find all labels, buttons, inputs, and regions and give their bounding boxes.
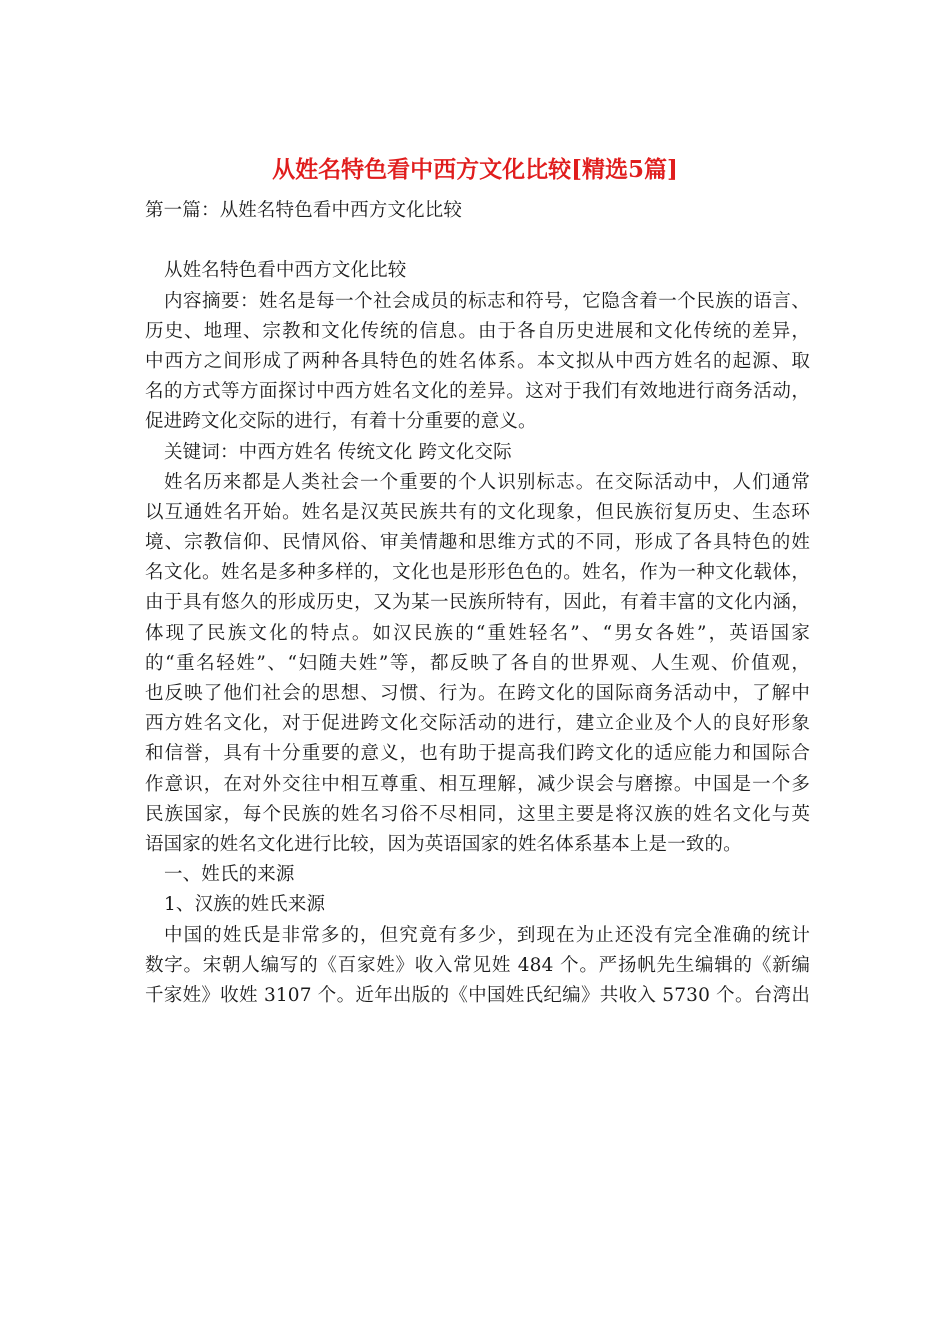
blank-line — [145, 226, 810, 256]
document-body — [145, 196, 810, 1011]
document-title: 从姓名特色看中西方文化比较[精选5篇] — [272, 156, 678, 183]
paragraph-line: 和信誉，具有十分重要的意义，也有助于提高我们跨文化的适应能力和国际合 — [145, 743, 810, 765]
paragraph-line: 数字。宋朝人编写的《百家姓》收入常见姓 484 个。严扬帆先生编辑的《新编 — [145, 954, 810, 976]
heading-level-2: 1、汉族的姓氏来源 — [164, 894, 326, 916]
article-title: 从姓名特色看中西方文化比较 — [164, 260, 407, 282]
paragraph-line: 作意识，在对外交往中相互尊重、相互理解，减少误会与磨擦。中国是一个多 — [145, 773, 810, 795]
paragraph-line: 以互通姓名开始。姓名是汉英民族共有的文化现象，但民族衍复历史、生态环 — [145, 501, 810, 523]
paragraph-line: 体现了民族文化的特点。如汉民族的“重姓轻名”、“男女各姓”，英语国家 — [145, 622, 810, 644]
abstract-line: 促进跨文化交际的进行，有着十分重要的意义。 — [145, 411, 537, 433]
paragraph-line: 由于具有悠久的形成历史，又为某一民族所特有，因此，有着丰富的文化内涵， — [145, 592, 810, 614]
keywords-line: 关键词：中西方姓名 传统文化 跨文化交际 — [164, 441, 512, 463]
abstract-line: 名的方式等方面探讨中西方姓名文化的差异。这对于我们有效地进行商务活动， — [145, 381, 810, 403]
paragraph-line: 境、宗教信仰、民情风俗、审美情趣和思维方式的不同，形成了各具特色的姓 — [145, 532, 810, 554]
paragraph-line: 西方姓名文化，对于促进跨文化交际活动的进行，建立企业及个人的良好形象 — [145, 713, 810, 735]
paragraph-line: 民族国家，每个民族的姓名习俗不尽相同，这里主要是将汉族的姓名文化与英 — [145, 803, 810, 825]
paragraph-line: 也反映了他们社会的思想、习惯、行为。在跨文化的国际商务活动中，了解中 — [145, 683, 810, 704]
paragraph-line: 语国家的姓名文化进行比较，因为英语国家的姓名体系基本上是一致的。 — [145, 833, 742, 855]
paragraph-line: 的“重名轻姓”、“妇随夫姓”等，都反映了各自的世界观、人生观、价值观， — [145, 652, 810, 674]
abstract-line: 历史、地理、宗教和文化传统的信息。由于各自历史进展和文化传统的差异， — [145, 320, 810, 342]
section-heading: 第一篇：从姓名特色看中西方文化比较 — [145, 200, 463, 221]
abstract-line: 内容摘要：姓名是每一个社会成员的标志和符号，它隐含着一个民族的语言、 — [164, 290, 810, 312]
paragraph-line: 中国的姓氏是非常多的，但究竟有多少，到现在为止还没有完全准确的统计 — [164, 924, 810, 946]
paragraph-line: 名文化。姓名是多种多样的，文化也是形形色色的。姓名，作为一种文化载体， — [145, 562, 810, 584]
abstract-line: 中西方之间形成了两种各具特色的姓名体系。本文拟从中西方姓名的起源、取 — [145, 350, 810, 372]
paragraph-line: 千家姓》收姓 3107 个。近年出版的《中国姓氏纪编》共收入 5730 个。台湾出 — [145, 984, 810, 1006]
paragraph-line: 姓名历来都是人类社会一个重要的个人识别标志。在交际活动中，人们通常 — [164, 471, 810, 493]
heading-level-1: 一、姓氏的来源 — [164, 864, 295, 886]
